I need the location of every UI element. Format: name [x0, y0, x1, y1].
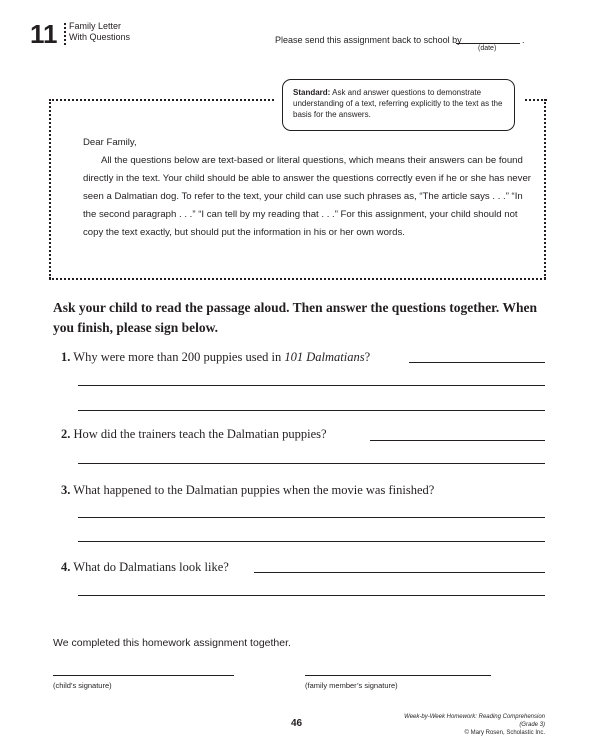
answer-line[interactable]	[78, 517, 545, 518]
question-text: What happened to the Dalmatian puppies when the movie was finished?	[73, 483, 435, 497]
answer-line[interactable]	[78, 410, 545, 411]
question-text-end: ?	[364, 350, 371, 364]
answer-line[interactable]	[370, 440, 545, 441]
question-3	[61, 483, 434, 498]
credit-line2: © Mary Rosen, Scholastic Inc.	[464, 730, 545, 736]
question-number: 3.	[61, 483, 71, 497]
question-4	[61, 560, 229, 575]
date-label: (date)	[478, 45, 497, 52]
lesson-title-line2: With Questions	[69, 32, 131, 42]
letter-box-border-left	[49, 99, 51, 279]
question-2	[61, 427, 327, 442]
answer-line[interactable]	[78, 541, 545, 542]
child-signature-line[interactable]	[53, 675, 234, 676]
movie-title: 101 Dalmatians	[284, 350, 365, 364]
family-signature-label: (family member’s signature)	[305, 681, 398, 690]
lesson-number: 11	[30, 19, 58, 49]
answer-line[interactable]	[78, 595, 545, 596]
letter-box-border-top	[49, 99, 274, 101]
lesson-title-line1: Family Letter	[69, 21, 122, 31]
return-instruction-period: .	[522, 35, 525, 45]
credit-line1: Week-by-Week Homework: Reading Comprehension (Grade 3)	[404, 714, 545, 728]
completion-statement: We completed this homework assignment together.	[53, 637, 291, 649]
question-text: How did the trainers teach the Dalmatian puppies?	[73, 427, 327, 441]
return-instruction: Please send this assignment back to school by	[275, 35, 462, 45]
question-number: 2.	[61, 427, 71, 441]
letter-box-border-bottom	[49, 278, 546, 280]
letter-body: All the questions below are text-based or literal questions, which means their answers can be found directly in the text. Your child should be able to answer the questions correctly even if he or she has never seen a Dalmatian dog. To refer to the text, your child can use such phrases as, “The article says . . .” “In the second paragraph . . .” “I can tell by my reading that . . .” For this assignment, your child should not copy the text exactly, but should put the information in his or her own words.	[83, 155, 531, 238]
page-number: 46	[291, 718, 303, 729]
answer-line[interactable]	[254, 572, 545, 573]
date-blank[interactable]	[456, 43, 520, 44]
letter-box-border-right	[544, 99, 546, 279]
header-dotted-divider	[64, 23, 66, 45]
question-1	[61, 350, 370, 365]
standard-callout	[282, 79, 515, 131]
standard-label: Standard:	[293, 88, 331, 97]
standard-text: Ask and answer questions to demonstrate understanding of a text, referring explicitly to the text as the basis for the answers.	[293, 88, 503, 119]
credit	[390, 713, 545, 737]
family-signature-line[interactable]	[305, 675, 491, 676]
child-signature-label: (child’s signature)	[53, 681, 112, 690]
question-number: 4.	[61, 560, 71, 574]
question-text: Why were more than 200 puppies used in	[73, 350, 285, 364]
answer-line[interactable]	[409, 362, 545, 363]
answer-line[interactable]	[78, 463, 545, 464]
question-text: What do Dalmatians look like?	[73, 560, 229, 574]
answer-line[interactable]	[78, 385, 545, 386]
family-letter	[83, 134, 533, 242]
question-number: 1.	[61, 350, 71, 364]
instructions: Ask your child to read the passage aloud. Then answer the questions together. When you finish, please sign below.	[53, 300, 537, 335]
lesson-title	[69, 21, 130, 43]
letter-greeting: Dear Family,	[83, 137, 137, 148]
